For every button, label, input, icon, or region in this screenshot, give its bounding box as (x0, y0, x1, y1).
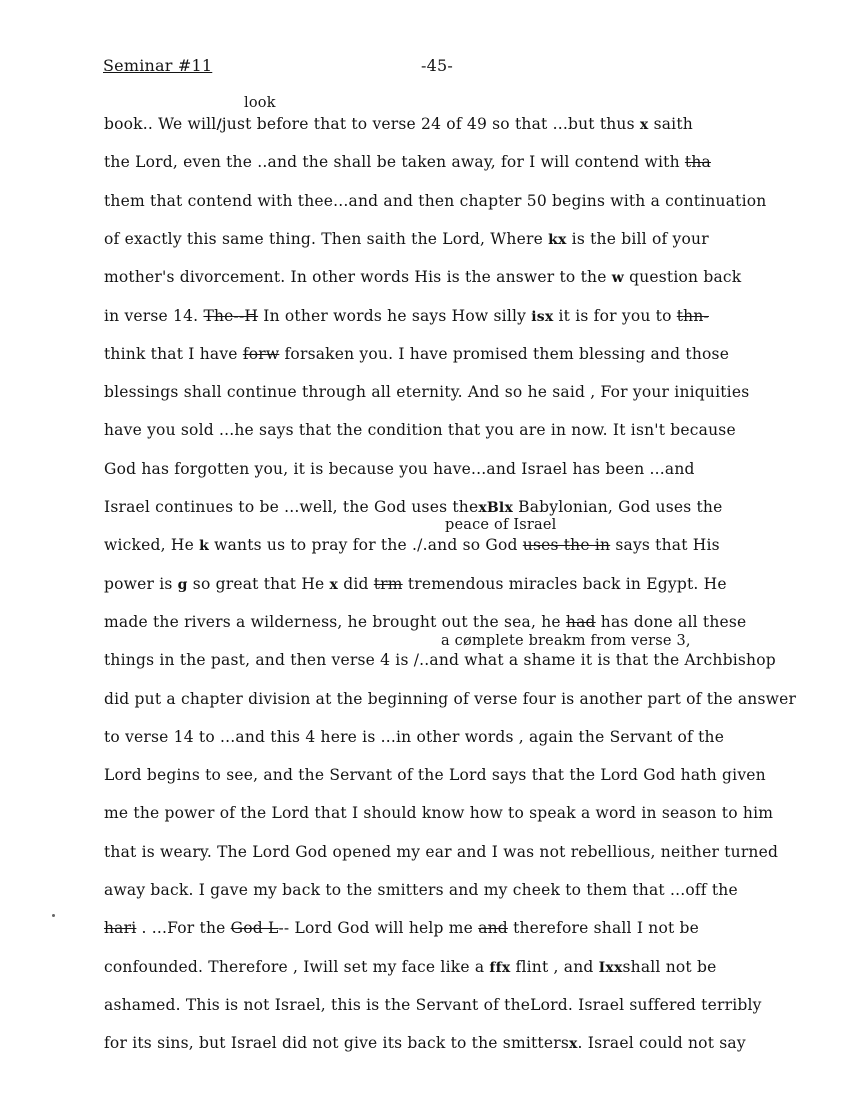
text-segment: wants us to pray for the ./.and so God (208, 536, 523, 555)
text-line (104, 766, 766, 784)
text-segment: so great that He (187, 574, 330, 593)
text-segment: . Israel could not say (577, 1034, 746, 1053)
struck-text: tha (684, 153, 711, 172)
text-segment: the Lord, even the ..and the shall be taken away, for I will contend with (104, 153, 685, 172)
overtype-mark: isx (531, 308, 554, 325)
text-line (104, 345, 729, 363)
overtype-mark: kx (548, 231, 567, 248)
text-line (104, 230, 709, 248)
text-line (104, 843, 778, 861)
text-segment: is the bill of your (566, 229, 709, 248)
text-segment: just before that to verse 24 of 49 so that ...but thus (221, 115, 640, 133)
overtype-mark: g (177, 576, 188, 593)
text-line (104, 804, 773, 822)
struck-text: thn- (676, 306, 709, 325)
overtype-mark: k (199, 538, 209, 555)
text-segment: of exactly this same thing. Then saith the Lord, Where (104, 229, 549, 248)
text-line (104, 728, 724, 746)
text-segment: me the power of the Lord that I should know how to speak a word in season to him (104, 804, 774, 823)
text-segment: them that contend with thee...and and then chapter 50 begins with a continuation (104, 191, 767, 210)
text-segment: blessings shall continue through all eternity. And so he said , For your iniquities (104, 383, 750, 402)
struck-text: uses the in (522, 536, 611, 555)
overtype-mark: Ixx (598, 959, 623, 976)
text-segment: Lord begins to see, and the Servant of the Lord says that the Lord God hath given (104, 766, 766, 785)
text-segment: away back. I gave my back to the smitters and my cheek to them that ...off the (104, 881, 738, 899)
text-segment: tremendous miracles back in Egypt. He (402, 574, 727, 593)
overtype-mark: ffx (489, 959, 511, 976)
overtype-mark: w (611, 270, 624, 287)
overtype-mark: / (216, 117, 222, 133)
text-segment: book.. We will (104, 115, 217, 133)
margin-mark (52, 914, 55, 917)
insertion-peace-of-israel: peace of Israel (445, 517, 557, 533)
text-segment: shall not be (622, 957, 717, 976)
text-line (104, 690, 796, 708)
page-number: -45- (421, 56, 453, 75)
text-segment: -- Lord God will help me (278, 919, 479, 938)
text-segment: God has forgotten you, it is because you have...and Israel has been ...and (104, 459, 695, 478)
text-segment: it is for you to (553, 306, 677, 325)
text-segment: saith (648, 115, 693, 133)
text-segment: in verse 14. (104, 306, 204, 325)
text-segment: Babylonian, God uses the (513, 498, 723, 516)
text-line (104, 1034, 746, 1052)
text-segment: for its sins, but Israel did not give its back to the smitters (104, 1034, 569, 1053)
text-segment: have you sold ...he says that the condition that you are in now. It isn't because (104, 421, 736, 440)
text-line (104, 996, 762, 1014)
text-segment: confounded. Therefore , Iwill set my face like a (104, 957, 490, 976)
text-segment: question back (623, 268, 742, 287)
text-line (104, 613, 746, 631)
insertion-look: look (244, 95, 276, 111)
struck-text: The--H (203, 306, 259, 325)
struck-text: and (478, 919, 508, 938)
text-line (104, 192, 766, 210)
text-segment: wicked, He (104, 536, 200, 555)
struck-text: trm (373, 574, 403, 593)
struck-text: hari (104, 919, 137, 938)
text-line (104, 268, 741, 286)
text-line (104, 498, 722, 516)
text-segment: to verse 14 to ...and this 4 here is ...in other words , again the Servant of the (104, 727, 725, 746)
text-line (104, 919, 699, 937)
text-segment: things in the past, and then verse 4 is /..and what a shame it is that the Archbishop (104, 651, 776, 670)
text-segment: therefore shall I not be (507, 919, 700, 938)
text-segment: mother's divorcement. In other words His is the answer to the (104, 268, 612, 287)
text-segment: that is weary. The Lord God opened my ear and I was not rebellious, neither turned (104, 842, 779, 861)
text-line (104, 575, 727, 593)
overtype-mark: x (329, 576, 339, 593)
text-segment: flint , and (510, 957, 599, 976)
text-segment: Israel continues to be ...well, the God uses the (104, 498, 479, 516)
text-segment: made the rivers a wilderness, he brought out the sea, he (104, 612, 566, 631)
text-line (104, 153, 711, 171)
text-segment: . ...For the (136, 919, 231, 938)
text-line (104, 421, 736, 439)
insertion-complete-break: a cømplete breakm from verse 3, (441, 633, 691, 649)
text-line (104, 307, 709, 325)
text-line (104, 651, 776, 669)
text-line (104, 460, 695, 478)
text-line (104, 881, 738, 899)
text-segment: think that I have (104, 344, 243, 363)
struck-text: had (565, 612, 596, 631)
overtype-mark: x (569, 1036, 578, 1053)
struck-text: forw (242, 344, 280, 363)
text-line (104, 115, 693, 133)
text-line (104, 383, 749, 401)
text-segment: did (338, 574, 374, 593)
text-segment: forsaken you. I have promised them blessing and those (279, 344, 730, 363)
text-segment: did put a chapter division at the beginning of verse four is another part of the answer (104, 689, 797, 708)
text-segment: has done all these (595, 612, 747, 631)
overtype-mark: xBlx (478, 500, 513, 516)
text-segment: says that His (610, 536, 720, 555)
seminar-title: Seminar #11 (103, 56, 213, 75)
text-segment: ashamed. This is not Israel, this is the Servant of theLord. Israel suffered terribly (104, 995, 762, 1014)
text-line (104, 536, 720, 554)
text-segment: power is (104, 574, 178, 593)
struck-text: God L (230, 919, 279, 938)
text-segment: In other words he says How silly (258, 306, 532, 325)
text-line (104, 958, 717, 976)
overtype-mark: x (639, 117, 649, 133)
